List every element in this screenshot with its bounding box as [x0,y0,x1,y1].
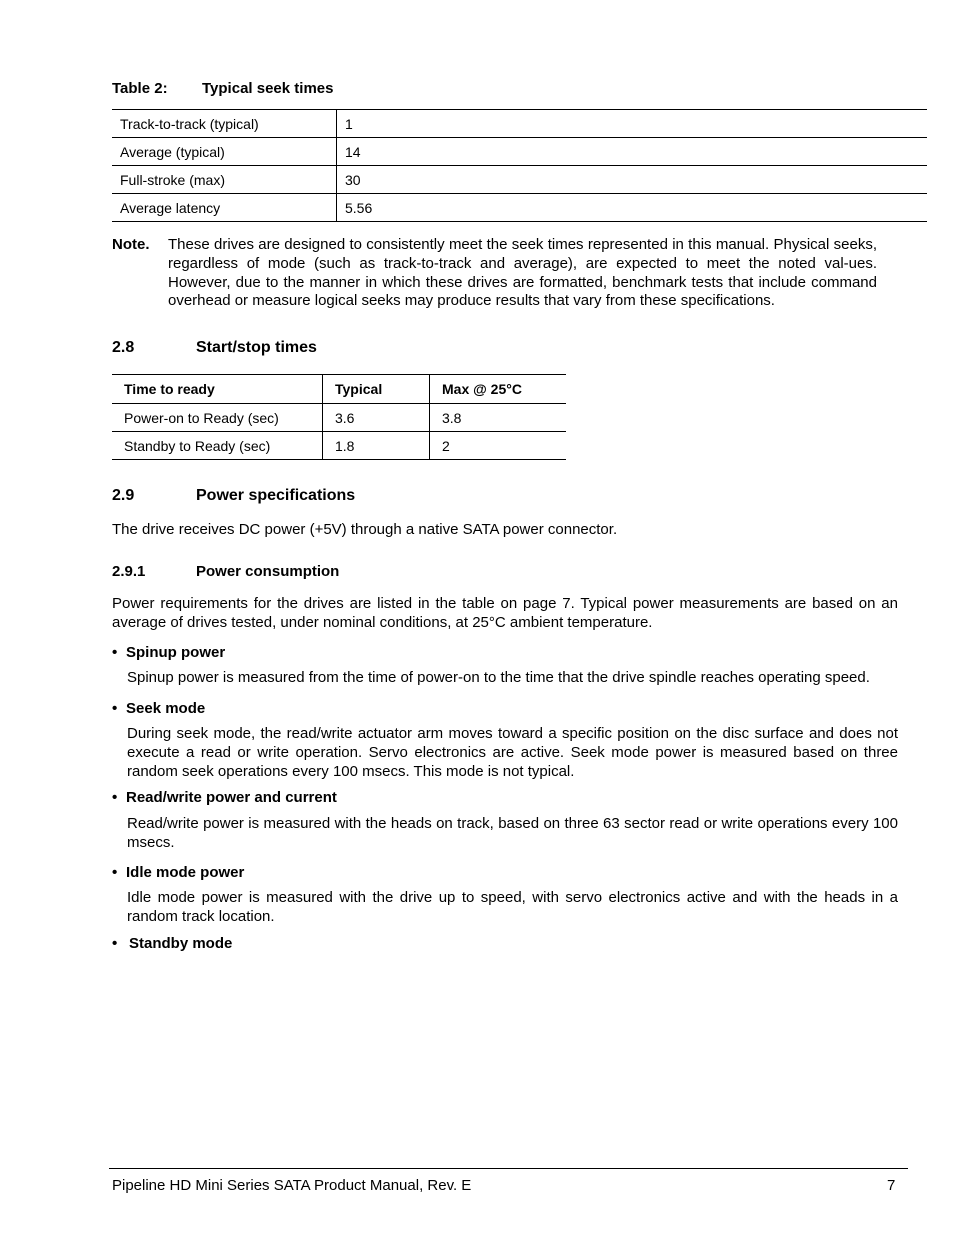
bullet-heading [112,789,337,806]
bullet-icon: • [112,789,118,806]
table-header-cell: Max @ 25°C [430,375,567,404]
table-cell: 1.8 [323,432,430,460]
bullet-title: Standby mode [129,935,233,952]
bullet-text: Spinup power is measured from the time of power-on to the time that the drive spindle reaches operating speed. [127,669,870,686]
table-cell: 5.56 [337,194,928,222]
section-title: Power specifications [196,487,356,504]
section-number: 2.8 [112,339,135,356]
table-caption [112,80,333,97]
table-cell: 2 [430,432,567,460]
seek-times-table [112,109,927,222]
bullet-heading [112,864,244,881]
bullet-text: During seek mode, the read/write actuator arm moves toward a specific position on the disc surface and does not execute a read or write operation. Servo electronics are active. Seek mode power is measured based on three random seek operations every 100 msecs. This mode is not typical. [127,725,898,780]
bullet-title: Seek mode [126,700,206,717]
bullet-title: Idle mode power [126,864,245,881]
bullet-icon: • [112,700,118,717]
bullet-text: Idle mode power is measured with the drive up to speed, with servo electronics active and with the heads in a random track location. [127,889,898,925]
bullet-title: Read/write power and current [126,789,337,806]
table-cell: Full-stroke (max) [112,166,337,194]
table-cell: 30 [337,166,928,194]
table-header-cell: Time to ready [112,375,323,404]
section-heading-2-9 [112,487,355,505]
paragraph: The drive receives DC power (+5V) through a native SATA power connector. [112,521,618,538]
table-row [112,110,927,138]
bullet-icon: • [112,935,118,952]
table-cell: 3.6 [323,404,430,432]
table-caption-title: Typical seek times [202,80,334,97]
page-number: 7 [887,1177,896,1194]
section-title: Power consumption [196,563,340,580]
table-row [112,194,927,222]
bullet-heading [112,644,225,661]
note-text: These drives are designed to consistently meet the seek times represented in this manual. Physical seeks, regardless of mode (such as track-to-track and average), are expected to meet the noted val-ues. However, due to the manner in which these drives are formatted, benchmark tests that include command overhead or measure logical seeks may produce results that vary from these specifications. [168,236,877,310]
section-number: 2.9 [112,487,135,504]
paragraph: Power requirements for the drives are listed in the table on page 7. Typical power measurements are based on an average of drives tested, under nominal conditions, at 25°C ambient temperature. [112,595,898,631]
table-row [112,166,927,194]
table-header-row [112,375,566,404]
bullet-heading [112,935,232,952]
table-cell: Power-on to Ready (sec) [112,404,323,432]
note-label: Note. [112,236,150,253]
table-row [112,138,927,166]
bullet-icon: • [112,644,118,661]
table-cell: 14 [337,138,928,166]
note-block [112,236,877,311]
section-title: Start/stop times [196,339,317,356]
bullet-title: Spinup power [126,644,226,661]
table-row [112,432,566,460]
table-cell: Average (typical) [112,138,337,166]
bullet-icon: • [112,864,118,881]
section-number: 2.9.1 [112,563,146,580]
table-row [112,404,566,432]
bullet-text: Read/write power is measured with the heads on track, based on three 63 sector read or write operations every 100 msecs. [127,815,898,851]
footer-divider [109,1168,908,1169]
table-cell: 3.8 [430,404,567,432]
section-heading-2-8 [112,339,317,357]
start-stop-table [112,374,566,460]
table-cell: Track-to-track (typical) [112,110,337,138]
table-header-cell: Typical [323,375,430,404]
bullet-heading [112,700,205,717]
table-cell: 1 [337,110,928,138]
table-cell: Average latency [112,194,337,222]
section-heading-2-9-1 [112,563,339,580]
table-caption-number: Table 2: [112,80,168,97]
footer-title: Pipeline HD Mini Series SATA Product Manual, Rev. E [112,1177,472,1194]
table-cell: Standby to Ready (sec) [112,432,323,460]
